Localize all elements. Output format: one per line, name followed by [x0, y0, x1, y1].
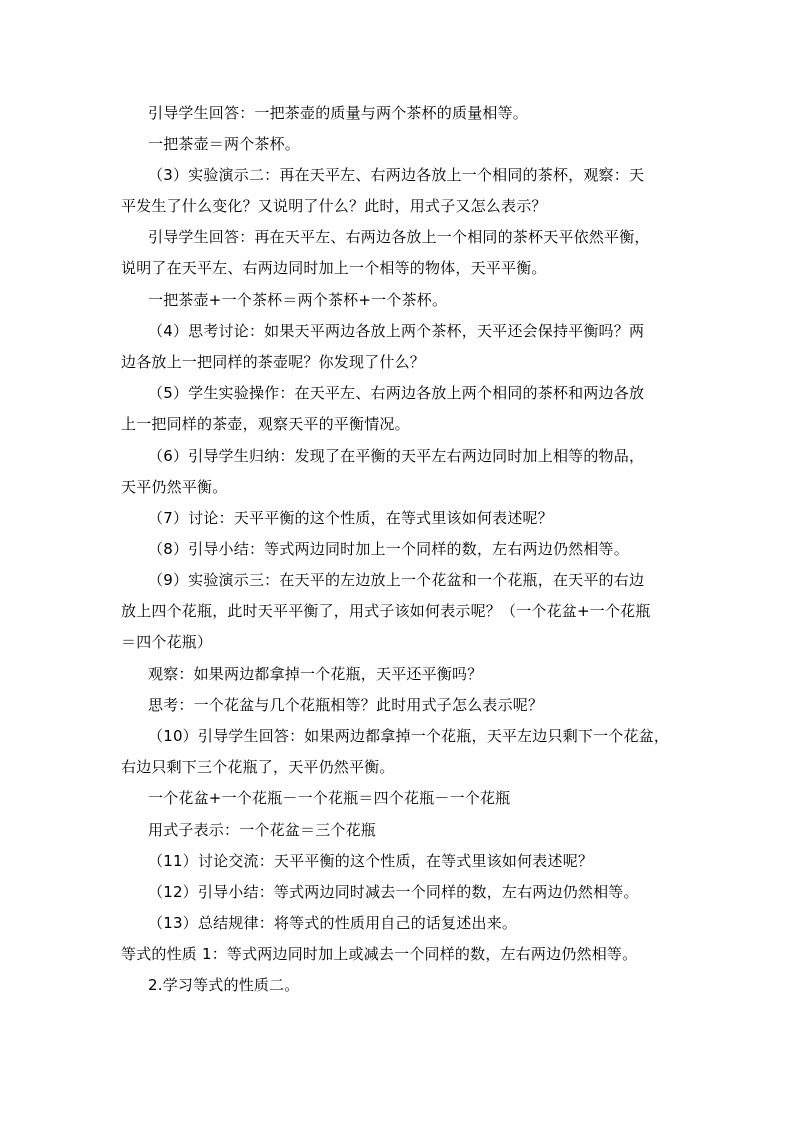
text-line-7: 一把茶壶+一个茶杯＝两个茶杯+一个茶杯。: [148, 291, 448, 309]
text-line-22: 右边只剩下三个花瓶了，天平仍然平衡。: [121, 758, 395, 776]
text-line-16: （9）实验演示三：在天平的左边放上一个花盆和一个花瓶，在天平的右边: [148, 571, 645, 589]
text-line-12: （6）引导学生归纳：发现了在平衡的天平左右两边同时加上相等的物品，: [148, 447, 645, 465]
text-line-28: 等式的性质 1：等式两边同时加上或减去一个同样的数，左右两边仍然相等。: [121, 945, 638, 963]
text-line-8: （4）思考讨论：如果天平两边各放上两个茶杯，天平还会保持平衡吗？两: [148, 322, 645, 340]
text-line-13: 天平仍然平衡。: [121, 478, 228, 496]
text-line-14: （7）讨论：天平平衡的这个性质，在等式里该如何表述呢？: [148, 509, 553, 527]
text-line-10: （5）学生实验操作：在天平左、右两边各放上两个相同的茶杯和两边各放: [148, 384, 645, 402]
text-line-5: 引导学生回答：再在天平左、右两边各放上一个相同的茶杯天平依然平衡，: [148, 228, 650, 246]
text-line-20: 思考：一个花盆与几个花瓶相等？此时用式子怎么表示呢？: [148, 696, 544, 714]
text-line-29: 2.学习等式的性质二。: [148, 976, 300, 994]
text-line-9: 边各放上一把同样的茶壶呢？你发现了什么？: [121, 353, 426, 371]
text-line-24: 用式子表示：一个花盆＝三个花瓶: [148, 821, 377, 839]
text-line-15: （8）引导小结：等式两边同时加上一个同样的数，左右两边仍然相等。: [148, 540, 629, 558]
text-line-26: （12）引导小结：等式两边同时减去一个同样的数，左右两边仍然相等。: [148, 883, 639, 901]
text-line-1: 引导学生回答：一把茶壶的质量与两个茶杯的质量相等。: [148, 104, 529, 122]
text-line-21: （10）引导学生回答：如果两边都拿掉一个花瓶，天平左边只剩下一个花盆，: [148, 727, 670, 745]
text-line-2: 一把茶壶＝两个茶杯。: [148, 135, 301, 153]
text-line-17: 放上四个花瓶，此时天平平衡了，用式子该如何表示呢？（一个花盆+一个花瓶: [121, 602, 651, 620]
text-line-25: （11）讨论交流：天平平衡的这个性质，在等式里该如何表述呢？: [148, 852, 594, 870]
text-line-4: 平发生了什么变化？又说明了什么？此时，用式子又怎么表示？: [121, 197, 547, 215]
text-line-11: 上一把同样的茶壶，观察天平的平衡情况。: [121, 415, 410, 433]
text-line-3: （3）实验演示二：再在天平左、右两边各放上一个相同的茶杯，观察：天: [148, 166, 645, 184]
text-line-18: ＝四个花瓶）: [121, 633, 213, 651]
text-line-6: 说明了在天平左、右两边同时加上一个相等的物体，天平平衡。: [121, 259, 547, 277]
text-line-27: （13）总结规律：将等式的性质用自己的话复述出来。: [148, 914, 518, 932]
text-line-23: 一个花盆+一个花瓶－一个花瓶＝四个花瓶－一个花瓶: [148, 789, 511, 807]
text-line-19: 观察：如果两边都拿掉一个花瓶，天平还平衡吗？: [148, 665, 483, 683]
